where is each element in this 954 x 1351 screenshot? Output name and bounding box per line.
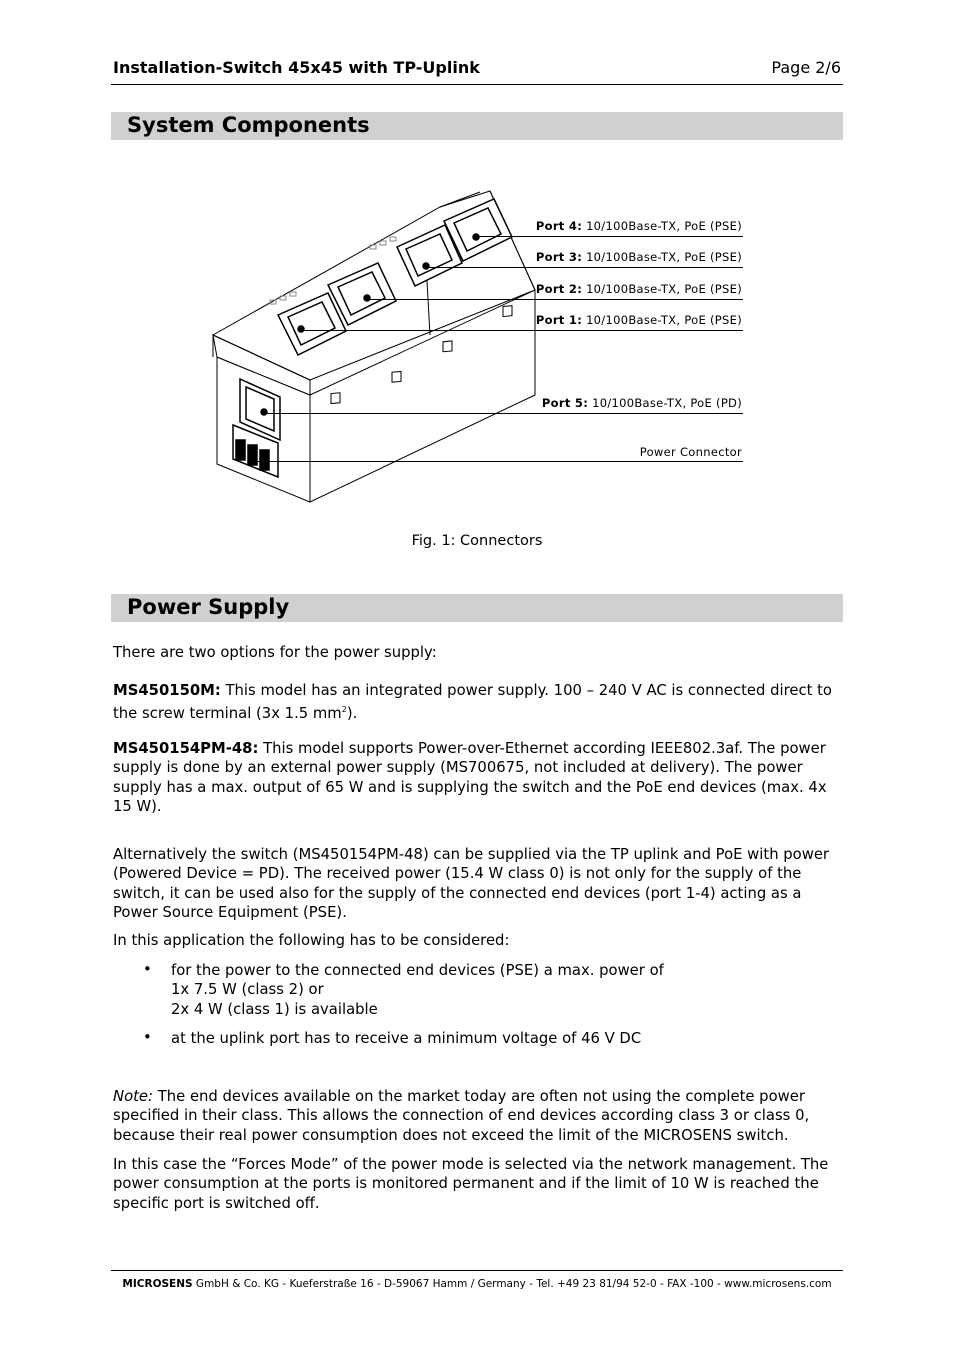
leader-line-power <box>258 461 743 462</box>
label-port-3: Port 3: 10/100Base-TX, PoE (PSE) <box>535 250 742 264</box>
leader-line-port-1 <box>301 330 743 331</box>
page-footer: MICROSENS GmbH & Co. KG - Kueferstraße 16 - D-59067 Hamm / Germany - Tel. +49 23 81/94 52-0 - FAX -100 - www.microsens.com <box>122 1278 832 1290</box>
power-intro: There are two options for the power supply: <box>113 644 437 661</box>
section-heading-power <box>111 594 843 622</box>
header-divider <box>111 84 843 85</box>
footer-divider <box>111 1270 843 1271</box>
model-ms450154pm48-paragraph: MS450154PM-48: This model supports Power-over-Ethernet according IEEE802.3af. The power supply is done by an external power supply (MS700675, not included at delivery). The power supply has a max. output of 65 W and is supplying the switch and the PoE end devices (max. 4x 15 W). <box>113 740 827 815</box>
leader-line-port-5 <box>264 413 743 414</box>
leader-line-port-4 <box>476 236 743 237</box>
leader-line-port-3 <box>426 267 743 268</box>
document-title: Installation-Switch 45x45 with TP-Uplink <box>113 58 480 77</box>
label-port-4: Port 4: 10/100Base-TX, PoE (PSE) <box>535 219 742 233</box>
leader-line-port-2 <box>367 299 743 300</box>
section-title: System Components <box>127 113 370 137</box>
switch-device-drawing <box>200 185 760 515</box>
bullet-item-2: at the uplink port has to receive a minimum voltage of 46 V DC <box>171 1030 642 1047</box>
note-paragraph: Note: The end devices available on the market today are often not using the complete power specified in their class. This allows the connection of end devices according class 3 or class 0, because their real power consumption does not exceed the limit of the MICROSENS switch. <box>113 1088 810 1144</box>
section-heading-components <box>111 112 843 140</box>
bullet-marker: • <box>143 1029 152 1046</box>
bullet-marker: • <box>143 961 152 978</box>
bullet-item-1: for the power to the connected end devices (PSE) a max. power of 1x 7.5 W (class 2) or 2x 4 W (class 1) is available <box>171 962 664 1018</box>
model-ms450150m-paragraph: MS450150M: This model has an integrated power supply. 100 – 240 V AC is connected direct to the screw terminal (3x 1.5 $mm^2$). <box>113 682 832 723</box>
label-port-1: Port 1: 10/100Base-TX, PoE (PSE) <box>535 313 742 327</box>
label-power-connector: Power Connector <box>639 445 742 459</box>
figure-caption: Fig. 1: Connectors <box>411 533 543 549</box>
label-port-2: Port 2: 10/100Base-TX, PoE (PSE) <box>535 282 742 296</box>
page-number: Page 2/6 <box>771 58 841 77</box>
label-port-5: Port 5: 10/100Base-TX, PoE (PD) <box>541 396 742 410</box>
forces-mode-paragraph: In this case the “Forces Mode” of the power mode is selected via the network management. The power consumption at the ports is monitored permanent and if the limit of 10 W is reached the specific port is switched off. <box>113 1156 829 1212</box>
alternative-paragraph: Alternatively the switch (MS450154PM-48) can be supplied via the TP uplink and PoE with power (Powered Device = PD). The received power (15.4 W class 0) is not only for the supply of the switch, it can be used also for the supply of the connected end devices (port 1-4) acting as a Power Source Equipment (PSE). <box>113 846 830 921</box>
consider-paragraph: In this application the following has to be considered: <box>113 932 510 949</box>
section-title: Power Supply <box>127 595 290 619</box>
